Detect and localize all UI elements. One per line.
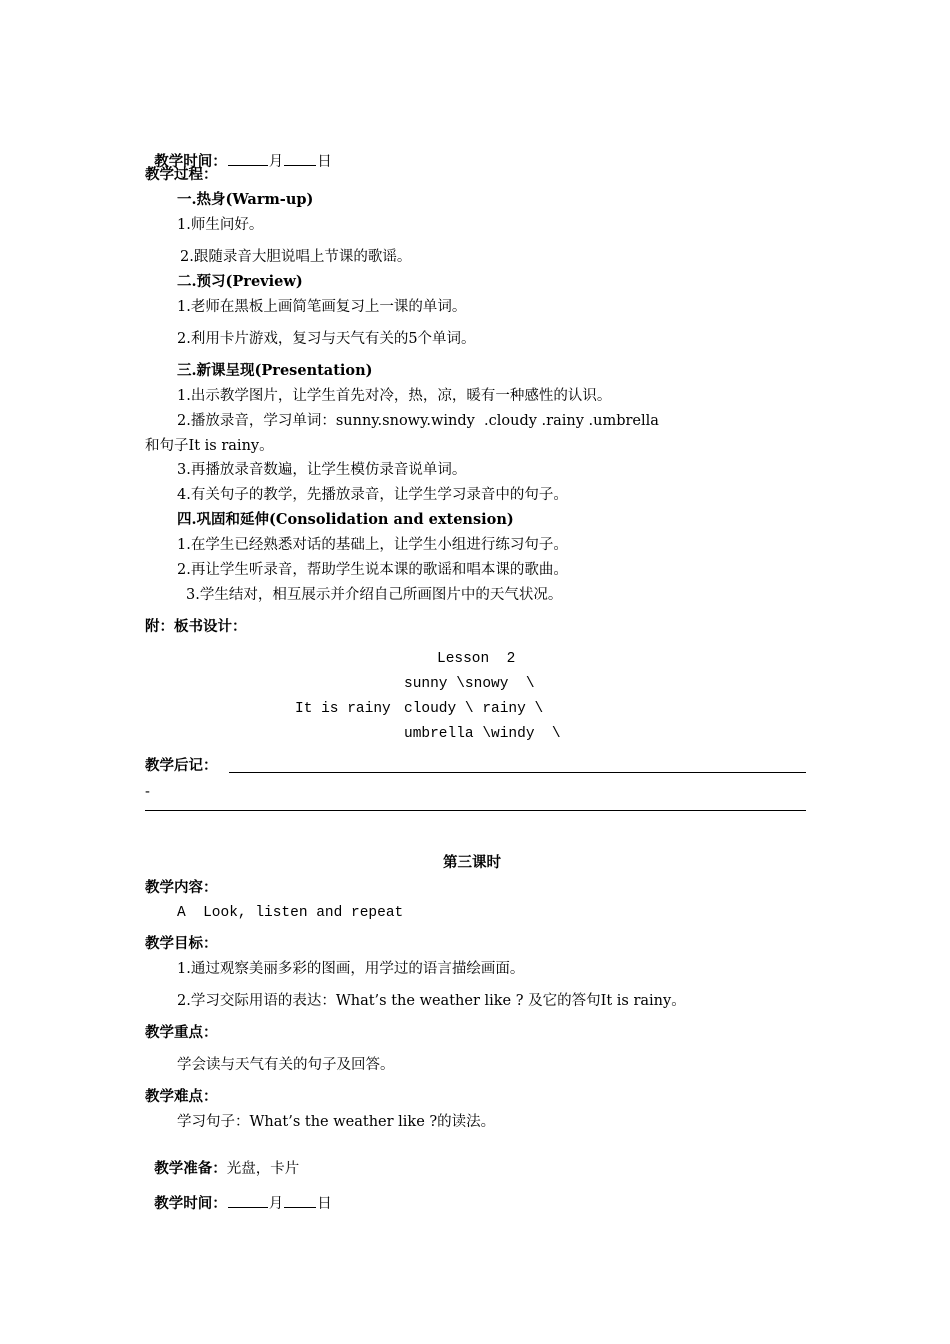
consolidation-item-2: 2.再让学生听录音，帮助学生说本课的歌谣和唱本课的歌曲。 <box>177 562 568 578</box>
postscript-label: 教学后记： <box>145 757 218 774</box>
content-label: 教学内容： <box>145 879 218 896</box>
month-blank-2 <box>228 1193 268 1208</box>
board-row-3: umbrella \windy \ <box>404 726 561 742</box>
postscript-dash: - <box>145 784 150 800</box>
consolidation-item-3: 3.学生结对，相互展示并介绍自己所画图片中的天气状况。 <box>186 587 563 603</box>
time-line-2 <box>145 1178 332 1211</box>
prep-label: 教学准备： <box>154 1159 227 1177</box>
presentation-item-1: 1.出示教学图片，让学生首先对冷，热，凉，暖有一种感性的认识。 <box>177 388 612 404</box>
prep-text: 光盘，卡片 <box>226 1160 300 1177</box>
presentation-item-2: 2.播放录音，学习单词：sunny.snowy.windy .cloudy .rainy .umbrella <box>177 413 659 429</box>
process-label: 教学过程： <box>145 166 218 183</box>
presentation-item-2-cont: 和句子It is rainy。 <box>145 438 274 454</box>
postscript-line-1 <box>229 772 806 773</box>
section-warmup-title: 一.热身(Warm-up) <box>177 191 314 208</box>
time-label-2: 教学时间： <box>154 1194 227 1212</box>
goal-item-2: 2.学习交际用语的表达：What’s the weather like ? 及它的答句It is rainy。 <box>177 993 686 1009</box>
section-preview-title: 二.预习(Preview) <box>177 273 303 290</box>
goals-label: 教学目标： <box>145 935 218 952</box>
postscript-line-2 <box>145 810 806 811</box>
preview-item-2: 2.利用卡片游戏，复习与天气有关的5个单词。 <box>177 331 476 347</box>
section-consolidation-title: 四.巩固和延伸(Consolidation and extension) <box>177 511 514 528</box>
board-sentence: It is rainy <box>295 701 391 717</box>
preview-item-1: 1.老师在黑板上画简笔画复习上一课的单词。 <box>177 299 467 315</box>
month-label: 月 <box>268 153 284 170</box>
month-blank <box>228 151 268 166</box>
board-title: Lesson 2 <box>437 651 516 667</box>
board-row-1: sunny \snowy \ <box>404 676 535 692</box>
day-label: 日 <box>317 153 332 170</box>
warmup-item-1: 1.师生问好。 <box>177 217 264 233</box>
time-line-1 <box>145 136 332 169</box>
lesson3-heading: 第三课时 <box>443 854 501 871</box>
day-blank-2 <box>284 1193 316 1208</box>
presentation-item-3: 3.再播放录音数遍，让学生模仿录音说单词。 <box>177 462 467 478</box>
consolidation-item-1: 1.在学生已经熟悉对话的基础上，让学生小组进行练习句子。 <box>177 537 568 553</box>
day-blank <box>284 151 316 166</box>
key-points-text: 学会读与天气有关的句子及回答。 <box>177 1057 395 1073</box>
presentation-item-4: 4.有关句子的教学，先播放录音，让学生学习录音中的句子。 <box>177 487 568 503</box>
section-presentation-title: 三.新课呈现(Presentation) <box>177 362 373 379</box>
difficulty-text: 学习句子：What’s the weather like ?的读法。 <box>177 1114 496 1130</box>
warmup-item-2: 2.跟随录音大胆说唱上节课的歌谣。 <box>180 249 412 265</box>
day-label-2: 日 <box>317 1195 332 1212</box>
content-text: A Look, listen and repeat <box>177 905 404 921</box>
month-label-2: 月 <box>268 1195 284 1212</box>
prep-line <box>145 1147 299 1176</box>
time-label: 教学时间： <box>154 152 227 170</box>
board-design-label: 附：板书设计： <box>145 618 247 635</box>
key-points-label: 教学重点： <box>145 1024 218 1041</box>
board-row-2: cloudy \ rainy \ <box>404 701 544 717</box>
difficulty-label: 教学难点： <box>145 1088 218 1105</box>
goal-item-1: 1.通过观察美丽多彩的图画，用学过的语言描绘画面。 <box>177 961 525 977</box>
